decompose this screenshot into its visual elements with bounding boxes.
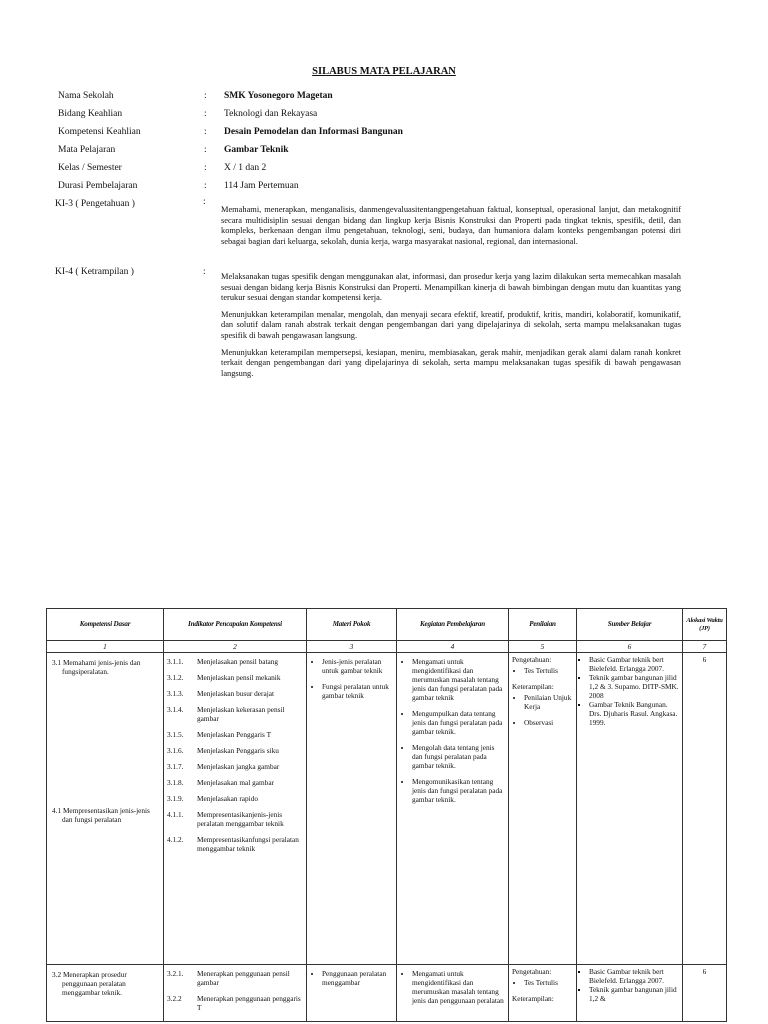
table-number-row [47,641,727,653]
column-number: 1 [47,641,164,653]
ki4-colon: : [203,267,206,277]
indicator-item [167,835,303,853]
indicator-item [167,673,303,682]
syllabus-table [46,608,727,1022]
jp-cell: 6 [683,653,727,965]
info-colon: : [204,145,207,155]
ki3-colon: : [203,197,206,207]
page-title: SILABUS MATA PELAJARAN [312,66,456,77]
indicator-item [167,746,303,755]
info-label: Bidang Keahlian [58,109,123,119]
materi-cell [307,653,397,965]
info-label: Durasi Pembelajaran [58,181,138,191]
indicator-text: Menjelaskan Penggaris T [197,730,272,739]
info-value: Desain Pemodelan dan Informasi Bangunan [224,127,403,137]
kompetensi-dasar-cell [47,965,164,1022]
header-kegiatan: Kegiatan Pembelajaran [397,609,509,641]
header-sumber-belajar: Sumber Belajar [577,609,683,641]
info-label: Mata Pelajaran [58,145,116,155]
indicator-text: Menjelasakan mal gambar [197,778,274,787]
table-row [47,965,727,1022]
kd-3-1: 3.1 Memahami jenis-jenis dan fungsiperalatan. [52,658,141,676]
sumber-item: ▪ Basic Gambar teknik bert Bielefeld. Erlangga 2007. [589,655,679,673]
info-colon: : [204,163,207,173]
indicator-text: Menjelaskan jangka gambar [197,762,280,771]
kd-3-2: 3.2 Menerapkan prosedur penggunaan peralatan menggambar teknik. [52,970,127,997]
ki4-label: KI-4 ( Ketrampilan ) [55,267,134,277]
penilaian-cell [509,653,577,965]
indicator-number: 3.1.8. [167,778,184,787]
column-number: 5 [509,641,577,653]
info-label: Kompetensi Keahlian [58,127,141,137]
header-materi-pokok: Materi Pokok [307,609,397,641]
indicator-text: Menjelasakan rapido [197,794,258,803]
info-colon: : [204,91,207,101]
info-colon: : [204,109,207,119]
info-colon: : [204,181,207,191]
info-value: 114 Jam Pertemuan [224,181,299,191]
kegiatan-item: • Mengamati untuk mengidentifikasi dan merumuskan masalah tentang jenis dan penggunaan peralatan [412,969,505,1005]
indicator-item [167,689,303,698]
penilaian-item: • Tes Tertulis [524,666,573,675]
ki3-text [221,205,681,253]
jp-cell: 6 [683,965,727,1022]
info-value: X / 1 dan 2 [224,163,267,173]
table-row [47,653,727,965]
penilaian-heading: Pengetahuan: [512,967,552,976]
indicator-number: 3.1.1. [167,657,184,666]
header-kompetensi-dasar: Kompetensi Dasar [47,609,164,641]
indicator-number: 3.1.5. [167,730,184,739]
penilaian-heading: Keterampilan: [512,682,554,691]
sumber-item: ▪ Basic Gambar teknik bert Bielefeld. Erlangga 2007. [589,967,679,985]
indicator-item [167,810,303,828]
header-indikator: Indikator Pencapaian Kompetensi [164,609,307,641]
sumber-item: ▪ Teknik gambar bangunan jilid 1,2 & [589,985,679,1003]
indicator-item [167,730,303,739]
indicator-number: 4.1.1. [167,810,184,819]
indicator-text: Menjelaskan busur derajat [197,689,274,698]
sumber-item: ▪ Gambar Teknik Bangunan. Drs. Djuharis Rasul. Angkasa. 1999. [589,700,679,727]
penilaian-heading: Keterampilan: [512,994,554,1003]
kegiatan-item: • Mengamati untuk mengidentifikasi dan merumuskan masalah tentang jenis dan fungsi peralatan pada gambar teknik [412,657,505,702]
materi-cell [307,965,397,1022]
column-number: 7 [683,641,727,653]
kegiatan-cell [397,965,509,1022]
info-value: Teknologi dan Rekayasa [224,109,318,119]
indicator-item [167,778,303,787]
kegiatan-cell [397,653,509,965]
penilaian-cell [509,965,577,1022]
indicator-number: 3.1.3. [167,689,184,698]
table-header-row [47,609,727,641]
info-value: Gambar Teknik [224,145,289,155]
indicator-text: Mempresentasikanfungsi peralatan menggambar teknik [197,835,299,853]
kd-4-1: 4.1 Mempresentasikan jenis-jenis dan fungsi peralatan [52,806,150,824]
sumber-item: ▪ Teknik gambar bangunan jilid 1,2 & 3. Supamo. DITP-SMK. 2008 [589,673,679,700]
ki3-label: KI-3 ( Pengetahuan ) [55,199,135,209]
indicator-text: Menerapkan penggunaan penggaris T [197,994,301,1012]
indicator-text: Menjelaskan kekerasan pensil gambar [197,705,285,723]
column-number: 6 [577,641,683,653]
indicator-number: 3.1.2. [167,673,184,682]
indicator-number: 4.1.2. [167,835,184,844]
sumber-cell [577,653,683,965]
penilaian-item: • Observasi [524,718,573,727]
indicator-number: 3.2.1. [167,969,184,978]
sumber-cell [577,965,683,1022]
ki4-paragraph-3: Menunjukkan keterampilan mempersepsi, kesiapan, meniru, membiasakan, gerak mahir, menjadikan gerak alami dalam ranah konkret terkait dengan pengembangan dari yang dipelajarinya di sekolah, serta mampu melaksanakan tugas spesifik di bawah pengawasan langsung. [221,347,681,378]
indicator-text: Menjelaskan pensil mekanik [197,673,281,682]
indikator-cell [164,653,307,965]
materi-item: • Fungsi peralatan untuk gambar teknik [322,682,393,700]
ki3-paragraph: Memahami, menerapkan, menganalisis, danmengevaluasitentangpengetahuan faktual, konseptual, operasional lanjut, dan metakognitif secara multidisiplin sesuai dengan bidang dan lingkup kerja Bisnis Konstruksi dan Properti pada tingkat teknis, spesifik, detil, dan kompleks, berkenaan dengan ilmu pengetahuan, teknologi, seni, budaya, dan humaniora dalam konteks pengembangan potensi diri sebagai bagian dari keluarga, sekolah, dunia kerja, warga masyarakat nasional, regional, dan internasional. [221,205,681,246]
indikator-cell [164,965,307,1022]
indicator-text: Menjelaskan Penggaris siku [197,746,279,755]
indicator-item [167,969,303,987]
penilaian-item: • Penilaian Unjuk Kerja [524,693,573,711]
indicator-text: Menerapkan penggunaan pensil gambar [197,969,290,987]
indicator-item [167,705,303,723]
indicator-number: 3.1.4. [167,705,184,714]
ki4-text [221,272,681,385]
info-value: SMK Yosonegoro Magetan [224,91,333,101]
indicator-number: 3.1.9. [167,794,184,803]
column-number: 4 [397,641,509,653]
materi-item: • Penggunaan peralatan menggambar [322,969,393,987]
header-alokasi-waktu: Alokasi Waktu (JP) [683,609,727,641]
info-colon: : [204,127,207,137]
column-number: 2 [164,641,307,653]
indicator-item [167,994,303,1012]
kegiatan-item: • Mengomunikasikan tentang jenis dan fungsi peralatan pada gambar teknik. [412,777,505,804]
materi-item: • Jenis-jenis peralatan untuk gambar teknik [322,657,393,675]
kegiatan-item: • Mengumpulkan data tentang jenis dan fungsi peralatan pada gambar teknik. [412,709,505,736]
info-label: Kelas / Semester [58,163,122,173]
header-penilaian: Penilaian [509,609,577,641]
indicator-item [167,794,303,803]
indicator-text: Mempresentasikanjenis-jenis peralatan menggambar teknik [197,810,284,828]
kompetensi-dasar-cell [47,653,164,965]
ki4-paragraph-2: Menunjukkan keterampilan menalar, mengolah, dan menyaji secara efektif, kreatif, produktif, kritis, mandiri, kolaboratif, komunikatif, dan solutif dalam ranah abstrak terkait dengan pengembangan dari yang dipelajarinya di sekolah, serta mampu melaksanakan tugas spesifik di bawah pengawasan langsung. [221,309,681,340]
indicator-item [167,657,303,666]
kegiatan-item: • Mengolah data tentang jenis dan fungsi peralatan pada gambar teknik. [412,743,505,770]
ki4-paragraph-1: Melaksanakan tugas spesifik dengan menggunakan alat, informasi, dan prosedur kerja yang lazim dilakukan serta memecahkan masalah sesuai dengan bidang kerja Bisnis Konstruksi dan Properti. Menampilkan kinerja di bawah bimbingan dengan mutu dan kuantitas yang terukur sesuai dengan standar kompetensi kerja. [221,272,681,303]
indicator-item [167,762,303,771]
penilaian-item: • Tes Tertulis [524,978,573,987]
penilaian-heading: Pengetahuan: [512,655,552,664]
info-label: Nama Sekolah [58,91,114,101]
column-number: 3 [307,641,397,653]
indicator-text: Menjelasakan pensil batang [197,657,279,666]
indicator-number: 3.1.7. [167,762,184,771]
indicator-number: 3.2.2 [167,994,182,1003]
indicator-number: 3.1.6. [167,746,184,755]
